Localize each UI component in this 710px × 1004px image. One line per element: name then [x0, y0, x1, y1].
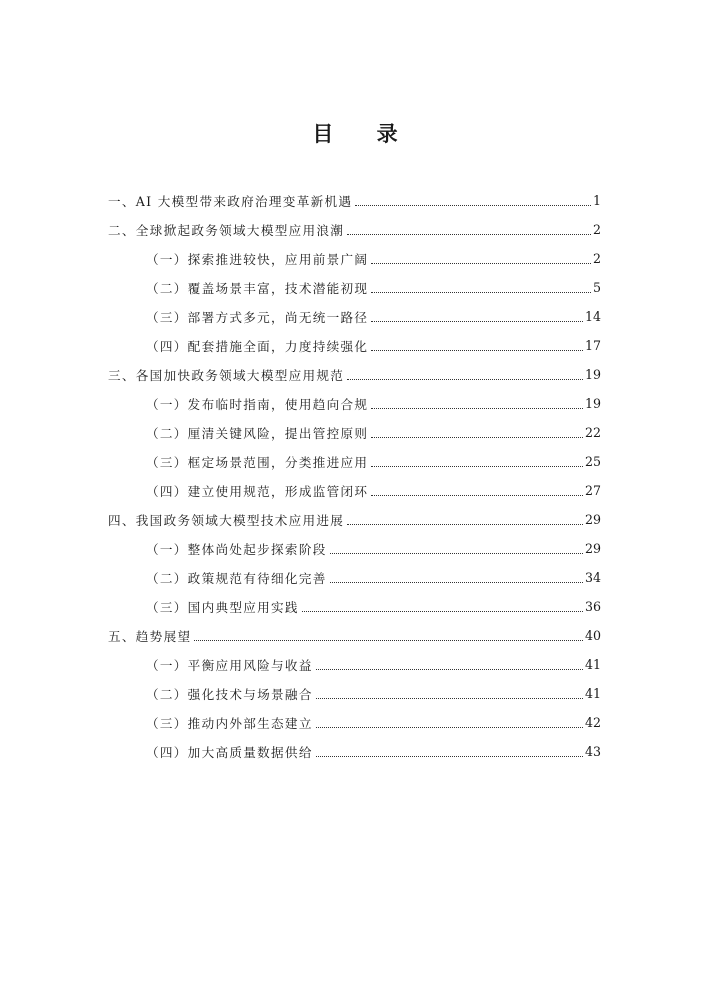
toc-page-number: 25: [584, 454, 601, 469]
toc-dot-leader: [316, 726, 583, 728]
toc-entry-title: 一、AI 大模型带来政府治理变革新机遇: [108, 194, 353, 209]
toc-dot-leader: [371, 320, 583, 322]
toc-entry-title: （二）厘清关键风险，提出管控原则: [146, 426, 369, 441]
toc-page-number: 14: [584, 309, 601, 324]
toc-entry-title: （二）政策规范有待细化完善: [146, 571, 327, 586]
toc-entry-title: 五、趋势展望: [108, 629, 192, 644]
toc-dot-leader: [371, 407, 583, 409]
toc-page-number: 36: [584, 599, 601, 614]
toc-dot-leader: [330, 552, 583, 554]
toc-page-number: 27: [584, 483, 601, 498]
toc-dot-leader: [371, 349, 583, 351]
toc-entry-title: （三）框定场景范围，分类推进应用: [146, 455, 369, 470]
toc-section-entry[interactable]: [0, 273, 710, 302]
toc-entry-title: （一）发布临时指南，使用趋向合规: [146, 397, 369, 412]
toc-entry-title: （四）配套措施全面，力度持续强化: [146, 339, 369, 354]
toc-entry-title: （一）平衡应用风险与收益: [146, 658, 313, 673]
toc-entry-title: （二）覆盖场景丰富，技术潜能初现: [146, 281, 369, 296]
toc-dot-leader: [371, 494, 583, 496]
toc-page-number: 19: [584, 367, 601, 382]
toc-dot-leader: [330, 581, 583, 583]
toc-dot-leader: [355, 204, 591, 206]
toc-page-number: 43: [584, 744, 601, 759]
toc-dot-leader: [371, 291, 591, 293]
toc-dot-leader: [347, 523, 583, 525]
toc-dot-leader: [302, 610, 583, 612]
toc-section-entry[interactable]: [0, 650, 710, 679]
toc-dot-leader: [347, 233, 591, 235]
toc-dot-leader: [371, 465, 583, 467]
toc-entry-title: （二）强化技术与场景融合: [146, 687, 313, 702]
toc-chapter-entry[interactable]: [0, 186, 710, 215]
toc-page-number: 22: [584, 425, 601, 440]
toc-section-entry[interactable]: [0, 708, 710, 737]
toc-page-number: 29: [584, 541, 601, 556]
toc-entry-title: （四）加大高质量数据供给: [146, 745, 313, 760]
toc-dot-leader: [316, 697, 583, 699]
toc-page-number: 1: [592, 193, 601, 208]
toc-section-entry[interactable]: [0, 389, 710, 418]
toc-entry-title: （一）探索推进较快，应用前景广阔: [146, 252, 369, 267]
toc-section-entry[interactable]: [0, 679, 710, 708]
toc-section-entry[interactable]: [0, 534, 710, 563]
toc-section-entry[interactable]: [0, 244, 710, 273]
toc-entry-title: （四）建立使用规范，形成监管闭环: [146, 484, 369, 499]
toc-entry-title: 三、各国加快政务领域大模型应用规范: [108, 368, 345, 383]
toc-chapter-entry[interactable]: [0, 505, 710, 534]
toc-section-entry[interactable]: [0, 331, 710, 360]
toc-section-entry[interactable]: [0, 563, 710, 592]
toc-page-number: 34: [584, 570, 601, 585]
toc-dot-leader: [316, 755, 583, 757]
toc-dot-leader: [194, 639, 583, 641]
toc-dot-leader: [371, 436, 583, 438]
toc-entry-title: 二、全球掀起政务领域大模型应用浪潮: [108, 223, 345, 238]
toc-title: 目 录: [312, 122, 416, 146]
toc-page-number: 2: [592, 222, 601, 237]
toc-page-number: 5: [592, 280, 601, 295]
toc-page-number: 40: [584, 628, 601, 643]
toc-page-number: 17: [584, 338, 601, 353]
toc-chapter-entry[interactable]: [0, 621, 710, 650]
toc-entry-title: （一）整体尚处起步探索阶段: [146, 542, 327, 557]
toc-page-number: 19: [584, 396, 601, 411]
toc-page-number: 29: [584, 512, 601, 527]
toc-dot-leader: [347, 378, 583, 380]
table-of-contents: [0, 186, 710, 766]
toc-page-number: 2: [592, 251, 601, 266]
toc-chapter-entry[interactable]: [0, 215, 710, 244]
toc-section-entry[interactable]: [0, 476, 710, 505]
toc-page-number: 41: [584, 657, 601, 672]
toc-dot-leader: [371, 262, 591, 264]
toc-section-entry[interactable]: [0, 737, 710, 766]
toc-section-entry[interactable]: [0, 447, 710, 476]
toc-section-entry[interactable]: [0, 418, 710, 447]
toc-chapter-entry[interactable]: [0, 360, 710, 389]
toc-dot-leader: [316, 668, 583, 670]
toc-page-number: 41: [584, 686, 601, 701]
toc-section-entry[interactable]: [0, 592, 710, 621]
toc-entry-title: （三）国内典型应用实践: [146, 600, 299, 615]
toc-entry-title: （三）部署方式多元，尚无统一路径: [146, 310, 369, 325]
toc-entry-title: 四、我国政务领域大模型技术应用进展: [108, 513, 345, 528]
toc-page-number: 42: [584, 715, 601, 730]
toc-entry-title: （三）推动内外部生态建立: [146, 716, 313, 731]
toc-section-entry[interactable]: [0, 302, 710, 331]
